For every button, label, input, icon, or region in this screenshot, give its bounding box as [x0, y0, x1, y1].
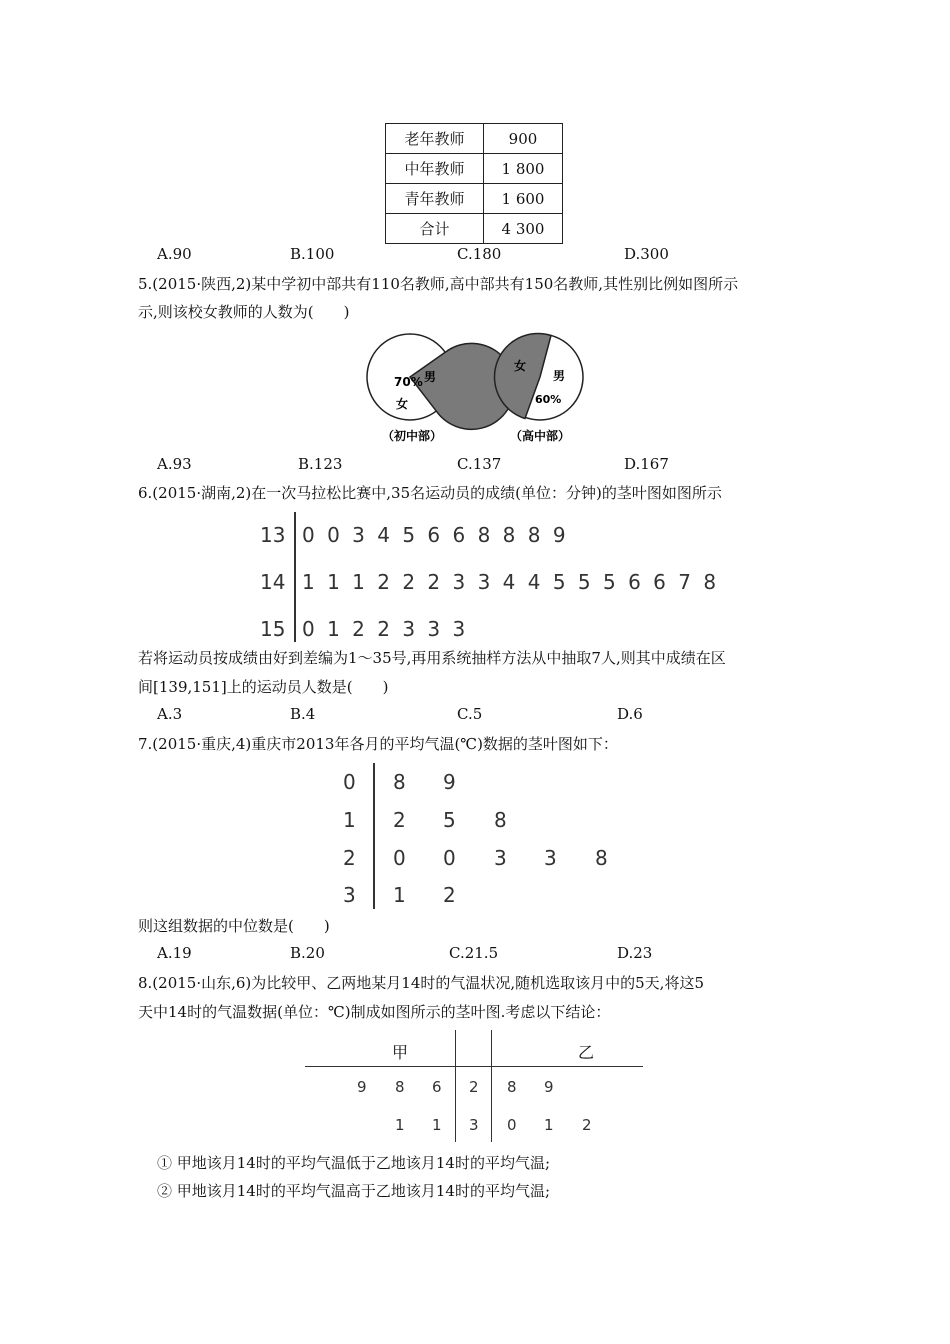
pie-junior-male: 男 [424, 370, 437, 384]
q8-left-leaf: 9 [357, 1078, 367, 1096]
pie-senior-caption: （高中部） [510, 429, 571, 443]
q5-option-b: B.123 [298, 455, 343, 473]
pie-charts [360, 330, 600, 448]
q8-right-leaf: 2 [582, 1116, 592, 1134]
q7-leaf: 0 [393, 846, 406, 870]
pie-junior-caption: （初中部） [382, 429, 443, 443]
q7-option-c: C.21.5 [449, 944, 499, 962]
table-row: 青年教师 1 600 [386, 184, 563, 214]
q4-option-b: B.100 [290, 245, 335, 263]
q7-option-d: D.23 [617, 944, 653, 962]
q8-divider-left [455, 1030, 456, 1142]
q7-leaf: 1 [393, 883, 406, 907]
q8-left-leaf: 1 [432, 1116, 442, 1134]
q7-stem: 1 [343, 808, 356, 832]
q7-option-a: A.19 [157, 944, 192, 962]
q5-option-d: D.167 [624, 455, 669, 473]
pie-senior [495, 334, 583, 443]
q4-option-a: A.90 [157, 245, 192, 263]
q8-header-rule [305, 1066, 643, 1067]
q6-option-c: C.5 [457, 705, 483, 723]
q8-stem: 2 [469, 1078, 479, 1096]
pie-senior-pct: 60% [535, 393, 562, 406]
q8-stem: 3 [469, 1116, 479, 1134]
q7-leaf: 8 [494, 808, 507, 832]
q7-stem-divider [373, 763, 375, 909]
teacher-table [385, 123, 563, 244]
q6-stem: 14 [260, 570, 286, 594]
q5-option-c: C.137 [457, 455, 502, 473]
q7-text-line1: 7.(2015·重庆,4)重庆市2013年各月的平均气温(℃)数据的茎叶图如下： [138, 735, 618, 753]
q6-text-line3: 间[139,151]上的运动员人数是( ) [138, 678, 389, 696]
q8-head-left: 甲 [392, 1043, 409, 1062]
q6-text-line1: 6.(2015·湖南,2)在一次马拉松比赛中,35名运动员的成绩(单位：分钟)的茎叶图如图所示 [138, 484, 722, 502]
q7-leaf: 2 [393, 808, 406, 832]
q7-leaf: 8 [393, 770, 406, 794]
q7-stem: 0 [343, 770, 356, 794]
q5-text-line1: 5.(2015·陕西,2)某中学初中部共有110名教师,高中部共有150名教师,其性别比例如图所示 [138, 275, 739, 293]
q7-stem: 2 [343, 846, 356, 870]
table-row: 老年教师 900 [386, 124, 563, 154]
q7-leaf: 3 [494, 846, 507, 870]
q6-stem: 15 [260, 617, 286, 641]
q8-left-leaf: 6 [432, 1078, 442, 1096]
q8-right-leaf: 9 [544, 1078, 554, 1096]
pie-junior-pct: 70% [394, 375, 423, 389]
q7-leaf: 9 [443, 770, 456, 794]
q7-leaf: 5 [443, 808, 456, 832]
q8-conclusion-2: ② 甲地该月14时的平均气温高于乙地该月14时的平均气温; [157, 1182, 550, 1200]
q6-option-a: A.3 [157, 705, 183, 723]
q8-right-leaf: 8 [507, 1078, 517, 1096]
q7-leaf: 0 [443, 846, 456, 870]
q8-divider-right [491, 1030, 492, 1142]
q8-head-right: 乙 [578, 1043, 595, 1062]
q8-left-leaf: 8 [395, 1078, 405, 1096]
q5-option-a: A.93 [157, 455, 192, 473]
q8-right-leaf: 1 [544, 1116, 554, 1134]
pie-senior-female: 女 [514, 359, 527, 373]
q4-option-c: C.180 [457, 245, 502, 263]
q7-stem: 3 [343, 883, 356, 907]
q8-conclusion-1: ① 甲地该月14时的平均气温低于乙地该月14时的平均气温; [157, 1154, 550, 1172]
q6-stem-divider [294, 512, 296, 642]
q7-text-line2: 则这组数据的中位数是( ) [138, 917, 330, 935]
table-row: 中年教师 1 800 [386, 154, 563, 184]
q7-leaf: 8 [595, 846, 608, 870]
q6-text-line2: 若将运动员按成绩由好到差编为1～35号,再用系统抽样方法从中抽取7人,则其中成绩在区 [138, 649, 726, 667]
q8-text-line1: 8.(2015·山东,6)为比较甲、乙两地某月14时的气温状况,随机选取该月中的5天,将这5 [138, 974, 704, 992]
q6-leaves: 0 1 2 2 3 3 3 [302, 617, 467, 641]
q8-left-leaf: 1 [395, 1116, 405, 1134]
q7-option-b: B.20 [290, 944, 325, 962]
pie-junior [367, 334, 514, 443]
q6-leaves: 0 0 3 4 5 6 6 8 8 8 9 [302, 523, 567, 547]
q6-option-b: B.4 [290, 705, 316, 723]
q6-stem: 13 [260, 523, 286, 547]
q7-leaf: 3 [544, 846, 557, 870]
table-row: 合计 4 300 [386, 214, 563, 244]
pie-junior-female: 女 [396, 397, 409, 411]
q5-text-line2: 示,则该校女教师的人数为( ) [138, 303, 350, 321]
q7-leaf: 2 [443, 883, 456, 907]
q8-text-line2: 天中14时的气温数据(单位：℃)制成如图所示的茎叶图.考虑以下结论： [138, 1003, 611, 1021]
pie-senior-male: 男 [553, 369, 566, 383]
q6-leaves: 1 1 1 2 2 2 3 3 4 4 5 5 5 6 6 7 8 [302, 570, 718, 594]
q4-option-d: D.300 [624, 245, 669, 263]
q8-right-leaf: 0 [507, 1116, 517, 1134]
q6-option-d: D.6 [617, 705, 643, 723]
